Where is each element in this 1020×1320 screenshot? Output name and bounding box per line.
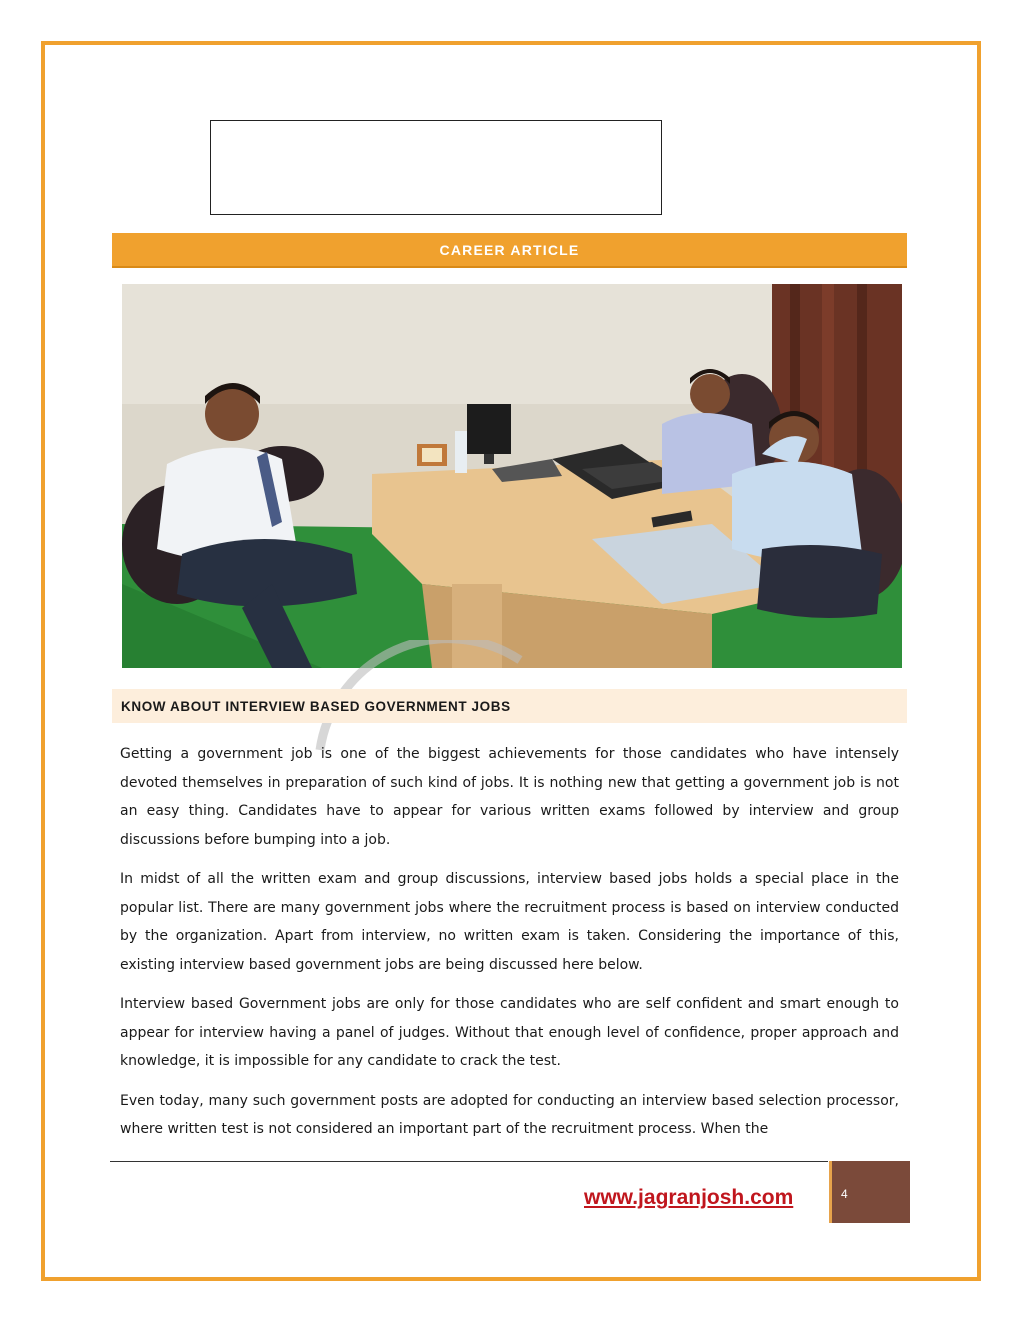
article-paragraph: Even today, many such government posts are adopted for conducting an interview based selection processor, where written test is not considered an important part of the recruitment process. When the — [120, 1092, 899, 1137]
page-number: 4 — [841, 1187, 848, 1201]
website-link[interactable]: www.jagranjosh.com — [584, 1186, 794, 1209]
article-body — [120, 740, 899, 1155]
footer-divider — [110, 1161, 828, 1162]
article-paragraph: Getting a government job is one of the biggest achievements for those candidates who have intensely devoted themselves in preparation of such kind of jobs. It is nothing new that getting a government job is not an easy thing. Candidates have to appear for various written exams followed by interview and group discussions before bumping into a job. — [120, 746, 899, 848]
article-heading — [112, 689, 907, 723]
page-number-box — [829, 1161, 910, 1223]
section-banner-label: CAREER ARTICLE — [439, 241, 580, 258]
article-heading-text: KNOW ABOUT INTERVIEW BASED GOVERNMENT JOBS — [121, 698, 511, 714]
section-banner — [112, 233, 907, 268]
article-paragraph: In midst of all the written exam and group discussions, interview based jobs holds a special place in the popular list. There are many government jobs where the recruitment process is based on interview conducted by the organization. Apart from interview, no written exam is taken. Considering the importance of this, existing interview based government jobs are being discussed here below. — [120, 871, 899, 973]
header-placeholder-box — [210, 120, 662, 215]
article-paragraph: Interview based Government jobs are only for those candidates who are self confident and smart enough to appear for interview having a panel of judges. Without that enough level of confidence, proper approach and knowledge, it is impossible for any candidate to crack the test. — [120, 996, 899, 1069]
interview-photo — [122, 284, 902, 668]
